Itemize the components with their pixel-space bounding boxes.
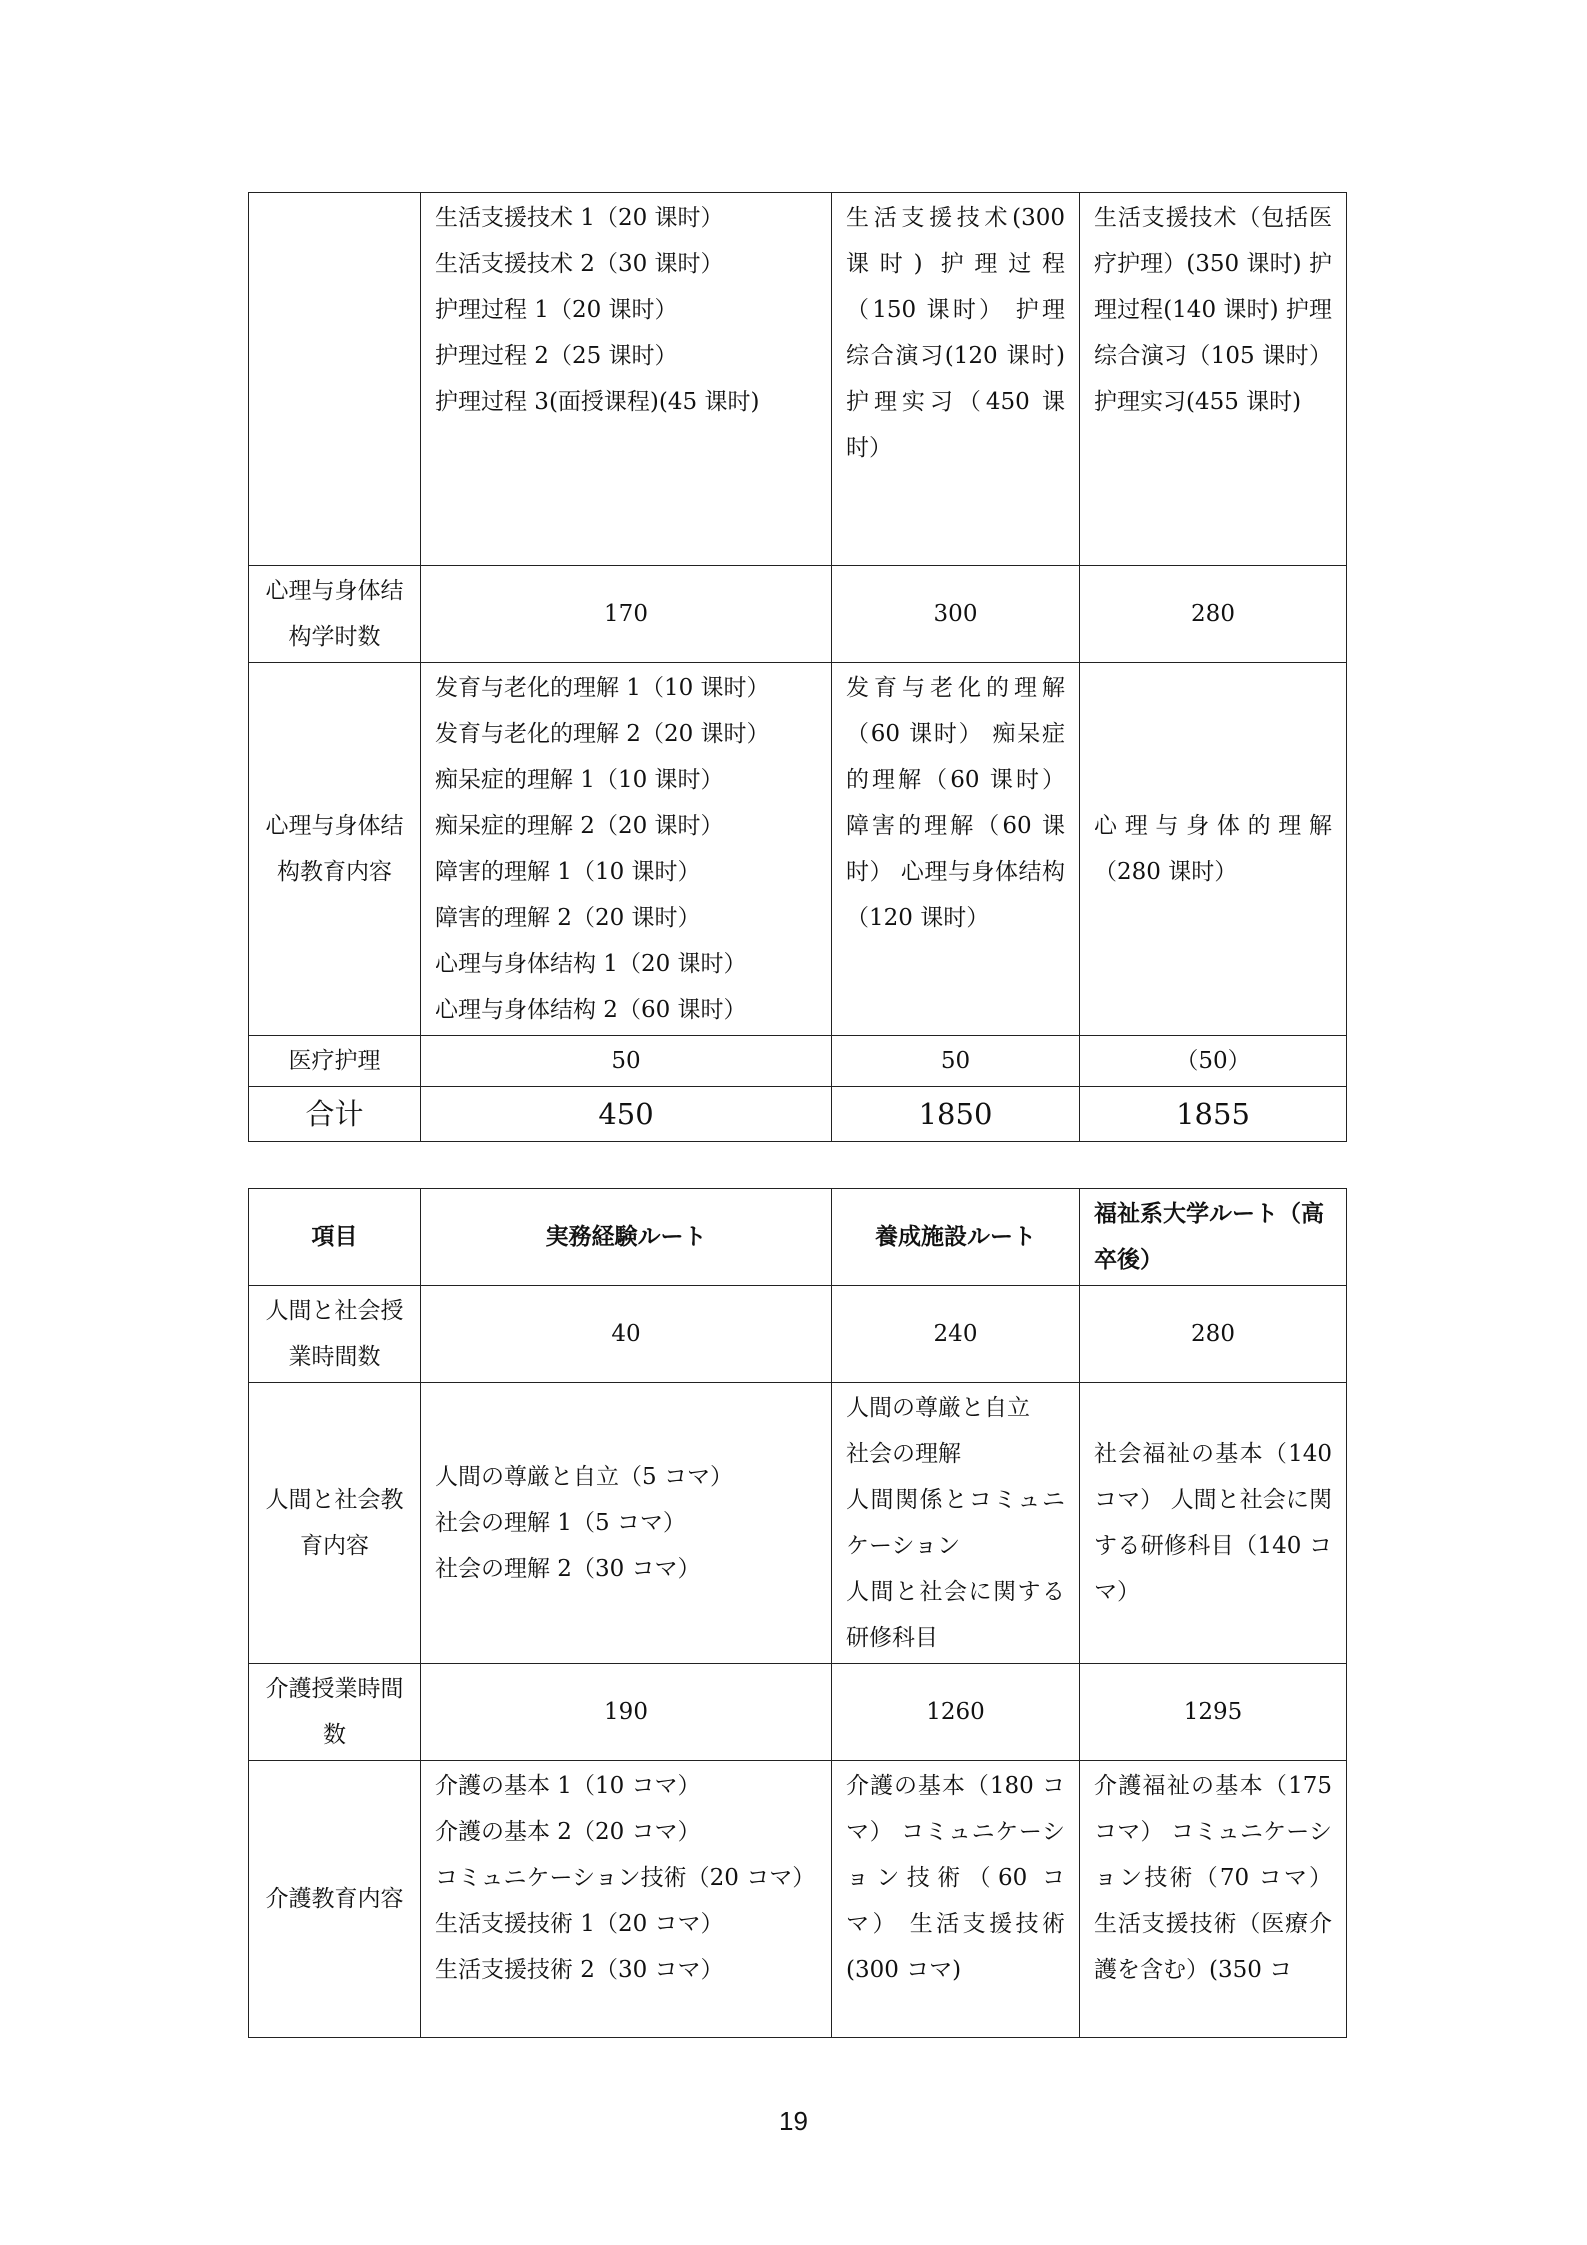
table-cell-value: 50 — [421, 1036, 832, 1087]
table-cell-living-support-col1: 生活支援技术 1（20 课时） 生活支援技术 2（30 课时） 护理过程 1（20 课时） 护理过程 2（25 课时） 护理过程 3(面授课程)(45 课时) — [421, 193, 832, 566]
table-cell-value: 1260 — [832, 1664, 1080, 1761]
table-cell-value: 50 — [832, 1036, 1080, 1087]
table-cell-living-support-col3: 生活支援技术（包括医疗护理）(350 课时) 护理过程(140 课时) 护理综合演习（105 课时） 护理实习(455 课时) — [1080, 193, 1347, 566]
table-row — [249, 1761, 1347, 2038]
table-cell-mind-body-col3: 心理与身体的理解（280 课时） — [1080, 663, 1347, 1036]
table-row — [249, 193, 1347, 566]
curriculum-table-jp — [248, 1188, 1347, 2038]
curriculum-table-cn — [248, 192, 1347, 1142]
row-label-total: 合计 — [249, 1087, 421, 1142]
table-cell-value: 190 — [421, 1664, 832, 1761]
table-cell-care-col2: 介護の基本（180 コマ） コミュニケーション技術（60 コマ） 生活支援技術(300 コマ) — [832, 1761, 1080, 2038]
table-cell-empty — [249, 193, 421, 566]
table-row-total — [249, 1087, 1347, 1142]
table-cell-total: 450 — [421, 1087, 832, 1142]
table-cell-society-col3: 社会福祉の基本（140 コマ） 人間と社会に関する研修科目（140 コマ） — [1080, 1383, 1347, 1664]
column-header-university-route: 福祉系大学ルート（高卒後） — [1080, 1189, 1347, 1286]
row-label-society-hours: 人間と社会授業時間数 — [249, 1286, 421, 1383]
table-cell-society-col1: 人間の尊厳と自立（5 コマ） 社会の理解 1（5 コマ） 社会の理解 2（30 コマ） — [421, 1383, 832, 1664]
row-label-society-content: 人間と社会教育内容 — [249, 1383, 421, 1664]
table-row — [249, 1664, 1347, 1761]
table-cell-value: 1295 — [1080, 1664, 1347, 1761]
row-label-care-content: 介護教育内容 — [249, 1761, 421, 2038]
table-row — [249, 1383, 1347, 1664]
table-cell-society-col2: 人間の尊厳と自立 社会の理解 人間関係とコミュニケーション 人間と社会に関する研修科目 — [832, 1383, 1080, 1664]
table-row — [249, 1036, 1347, 1087]
table-row — [249, 1286, 1347, 1383]
column-header-item: 項目 — [249, 1189, 421, 1286]
table-cell-care-col1: 介護の基本 1（10 コマ） 介護の基本 2（20 コマ） コミュニケーション技術（20 コマ） 生活支援技術 1（20 コマ） 生活支援技術 2（30 コマ） — [421, 1761, 832, 2038]
table-cell-total: 1855 — [1080, 1087, 1347, 1142]
table-cell-total: 1850 — [832, 1087, 1080, 1142]
table-cell-value: 280 — [1080, 566, 1347, 663]
table-cell-value: 280 — [1080, 1286, 1347, 1383]
table-row — [249, 663, 1347, 1036]
column-header-training-route: 養成施設ルート — [832, 1189, 1080, 1286]
table-cell-mind-body-col2: 发育与老化的理解（60 课时） 痴呆症的理解（60 课时） 障害的理解（60 课时） 心理与身体结构（120 课时） — [832, 663, 1080, 1036]
table-cell-value: （50） — [1080, 1036, 1347, 1087]
table-cell-value: 40 — [421, 1286, 832, 1383]
table-cell-living-support-col2: 生活支援技术(300 课时) 护理过程（150 课时） 护理综合演习(120 课时) 护理实习（450 课时） — [832, 193, 1080, 566]
table-row — [249, 566, 1347, 663]
row-label-mind-body-hours: 心理与身体结构学时数 — [249, 566, 421, 663]
table-header-row — [249, 1189, 1347, 1286]
row-label-mind-body-content: 心理与身体结构教育内容 — [249, 663, 421, 1036]
table-cell-value: 240 — [832, 1286, 1080, 1383]
column-header-practical-route: 実務経験ルート — [421, 1189, 832, 1286]
row-label-medical-care: 医疗护理 — [249, 1036, 421, 1087]
table-cell-care-col3: 介護福祉の基本（175 コマ） コミュニケーション技術（70 コマ） 生活支援技術（医療介護を含む）(350 コ — [1080, 1761, 1347, 2038]
row-label-care-hours: 介護授業時間数 — [249, 1664, 421, 1761]
table-cell-value: 170 — [421, 566, 832, 663]
table-cell-value: 300 — [832, 566, 1080, 663]
page-number: 19 — [779, 2106, 808, 2136]
table-cell-mind-body-col1: 发育与老化的理解 1（10 课时） 发育与老化的理解 2（20 课时） 痴呆症的理解 1（10 课时） 痴呆症的理解 2（20 课时） 障害的理解 1（10 课时） 障害的理解 2（20 课时） 心理与身体结构 1（20 课时） 心理与身体结构 2（60 课时） — [421, 663, 832, 1036]
